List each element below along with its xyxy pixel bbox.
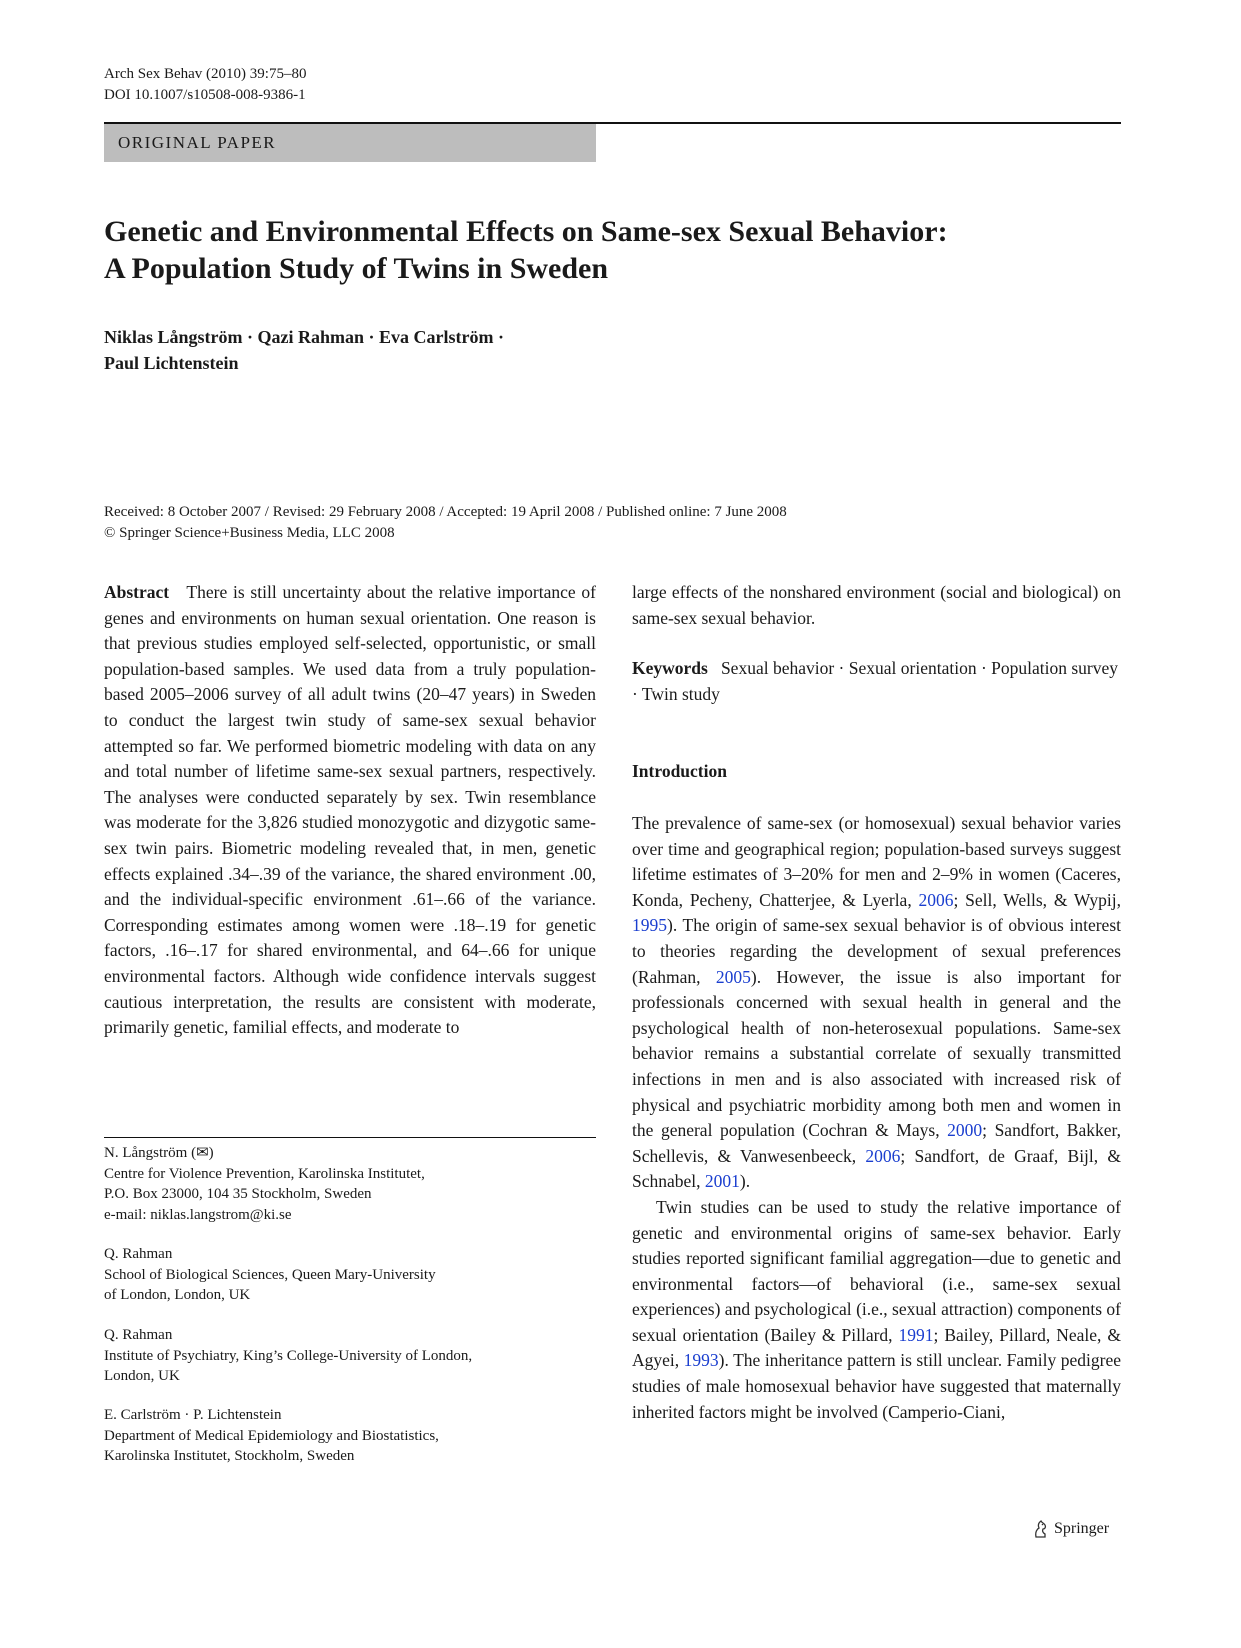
citation-year-link[interactable]: 2000 xyxy=(947,1120,983,1141)
affiliation-rahman-2 xyxy=(104,1325,596,1387)
publisher-logo xyxy=(1032,1518,1109,1540)
footnote-rule xyxy=(104,1137,596,1138)
journal-header xyxy=(104,64,306,106)
doi: DOI 10.1007/s10508-008-9386-1 xyxy=(104,87,306,103)
abstract-heading: Abstract xyxy=(104,582,170,602)
affiliation-name: N. Långström (✉) xyxy=(104,1145,214,1161)
introduction-heading: Introduction xyxy=(632,761,727,781)
springer-horse-icon xyxy=(1032,1519,1050,1539)
abstract-text: There is still uncertainty about the relative importance of genes and environments on human sexual orientation. One reason is that previous studies employed self-selected, opportunistic, or small population-based samples. We used data from a truly population-based 2005–2006 survey of all adult twins (20–47 years) in Sweden to conduct the largest twin study of same-sex sexual behavior attempted so far. We performed biometric modeling with data on any and total number of lifetime same-sex sexual partners, respectively. The analyses were conducted separately by sex. Twin resemblance was moderate for the 3,826 studied monozygotic and dizygotic same-sex twin pairs. Biometric modeling revealed that, in men, genetic effects explained .34–.39 of the variance, the shared environment .00, and the individual-specific environment .61–.66 of the variance. Corresponding estimates among women were .18–.19 for genetic factors, .16–.17 for shared environmental, and 64–.66 for unique environmental factors. Although wide confidence intervals suggest cautious interpretation, the results are consistent with moderate, primarily genetic, familial effects, and moderate to xyxy=(104,582,597,1038)
affiliation-name: E. Carlström · P. Lichtenstein xyxy=(104,1407,282,1423)
title-line-2: A Population Study of Twins in Sweden xyxy=(104,252,609,285)
affiliation-address: Karolinska Institutet, Stockholm, Sweden xyxy=(104,1448,355,1464)
affiliation-institution: Institute of Psychiatry, King’s College-University of London, xyxy=(104,1347,473,1364)
text-run: ). However, the issue is also important for professionals concerned with sexual health in general and the psychological health of non-heterosexual populations. Same-sex behavior remains a substantial correlate of sexually transmitted infections in men and is also associated with increased risk of physical and psychiatric morbidity among both men and women in the general population (Cochran & Mays, xyxy=(632,966,1121,1141)
citation-year-link[interactable]: 2006 xyxy=(918,889,954,910)
keywords-text: Sexual behavior · Sexual orientation · Population survey · Twin study xyxy=(632,658,1119,704)
affiliation-institution: Centre for Violence Prevention, Karolinska Institutet, xyxy=(104,1165,425,1182)
affiliation-name: Q. Rahman xyxy=(104,1246,173,1262)
intro-paragraph-2 xyxy=(632,1195,1121,1425)
publication-dates xyxy=(104,502,1121,544)
text-run: ; Bailey, Pillard, Neale, & Agyei, xyxy=(632,1324,1121,1371)
text-run: The prevalence of same-sex (or homosexual) sexual behavior varies over time and geographical region; population-based surveys suggest lifetime estimates of 3–20% for men and 2–9% in women (Caceres, Konda, Pecheny, Chatterjee, & Lyerla, xyxy=(632,813,1121,910)
abstract-continuation: large effects of the nonshared environment (social and biological) on same-sex sexual behavior. xyxy=(632,582,1121,628)
paper-title xyxy=(104,213,1121,287)
citation-year-link[interactable]: 2001 xyxy=(704,1171,740,1192)
citation-year-link[interactable]: 2005 xyxy=(715,966,751,987)
intro-paragraph-1 xyxy=(632,811,1121,1195)
author-list xyxy=(104,324,724,376)
text-run: ; Sell, Wells, & Wypij, xyxy=(953,889,1121,910)
introduction-body xyxy=(632,811,1121,1425)
copyright: © Springer Science+Business Media, LLC 2008 xyxy=(104,525,395,541)
affiliation-address: P.O. Box 23000, 104 35 Stockholm, Sweden xyxy=(104,1186,372,1202)
affiliation-address: of London, London, UK xyxy=(104,1287,251,1303)
publisher-name: Springer xyxy=(1054,1520,1110,1537)
abstract xyxy=(104,580,596,1041)
citation-year-link[interactable]: 1995 xyxy=(632,915,667,936)
authors-line-1: Niklas Långström · Qazi Rahman · Eva Carlström · xyxy=(104,327,505,347)
journal-citation: Arch Sex Behav (2010) 39:75–80 xyxy=(104,66,307,82)
citation-year-link[interactable]: 1993 xyxy=(683,1350,719,1371)
affiliation-email: e-mail: niklas.langstrom@ki.se xyxy=(104,1206,292,1223)
text-run: Twin studies can be used to study the relative importance of genetic and environmental origins of same-sex behavior. Early studies reported significant familial aggregation—due to genetic and environmental factors—of behavioral (i.e., same-sex sexual experiences) and psychological (i.e., sexual attraction) components of sexual orientation (Bailey & Pillard, xyxy=(632,1196,1121,1345)
affiliation-institution: School of Biological Sciences, Queen Mary-University xyxy=(104,1266,436,1283)
keywords xyxy=(632,656,1121,707)
history-dates: Received: 8 October 2007 / Revised: 29 February 2008 / Accepted: 19 April 2008 / Published online: 7 June 2008 xyxy=(104,504,787,520)
article-type-banner: ORIGINAL PAPER xyxy=(104,124,596,162)
title-line-1: Genetic and Environmental Effects on Same-sex Sexual Behavior: xyxy=(104,215,948,248)
affiliation-name: Q. Rahman xyxy=(104,1327,173,1343)
keywords-heading: Keywords xyxy=(632,658,708,678)
text-run: ; Sandfort, Bakker, Schellevis, & Vanwesenbeeck, xyxy=(632,1120,1121,1166)
citation-year-link[interactable]: 2006 xyxy=(865,1145,901,1166)
affiliation-institution: Department of Medical Epidemiology and Biostatistics, xyxy=(104,1427,439,1444)
text-run: ; Sandfort, de Graaf, Bijl, & Schnabel, xyxy=(632,1145,1121,1192)
citation-year-link[interactable]: 1991 xyxy=(898,1324,934,1345)
affiliation-address: London, UK xyxy=(104,1368,180,1384)
text-run: ). The origin of same-sex sexual behavior is of obvious interest to theories regarding the development of sexual preferences (Rahman, xyxy=(632,915,1121,987)
affiliation-rahman-1 xyxy=(104,1244,596,1306)
text-run: ). The inheritance pattern is still unclear. Family pedigree studies of male homosexual behavior have suggested that maternally inherited factors might be involved (Camperio-Ciani, xyxy=(632,1350,1121,1422)
text-run: ). xyxy=(739,1171,751,1192)
affiliation-langstrom xyxy=(104,1143,596,1225)
authors-line-2: Paul Lichtenstein xyxy=(104,353,239,373)
affiliation-carlstrom-lichtenstein xyxy=(104,1405,596,1467)
